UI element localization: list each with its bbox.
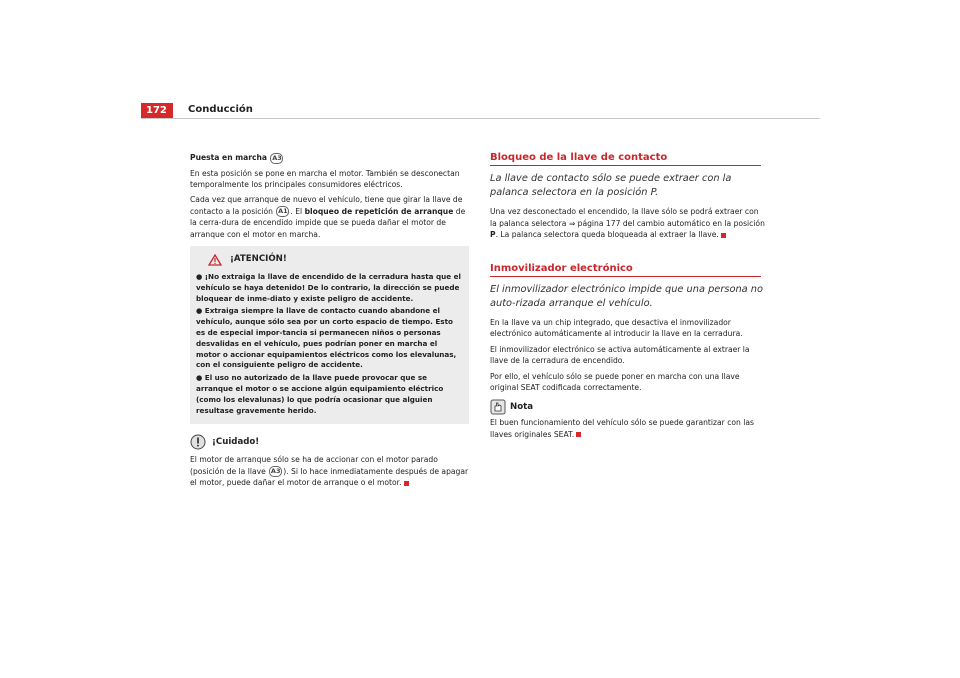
heading-immobilizer: Inmovilizador electrónico <box>490 262 633 274</box>
note-text: El buen funcionamiento del vehículo sólo se puede garantizar con las llaves originales SEAT. <box>490 418 754 439</box>
paragraph-activation: El inmovilizador electrónico se activa automáticamente al extraer la llave de la cerradura de encendido. <box>490 344 750 366</box>
page-number: 172 <box>141 103 173 119</box>
subheading-puesta-en-marcha: Puesta en marcha <box>190 153 268 162</box>
lead-immobilizer: El inmovilizador electrónico impide que una persona no auto-rizada arranque el vehículo. <box>490 284 763 310</box>
position-marker-badge: A3 <box>270 467 281 476</box>
note-heading: Nota <box>490 399 766 415</box>
heading-rule <box>490 276 761 277</box>
warning-item: ● El uso no autorizado de la llave puede provocar que se arranque el motor o se accione algún equipamiento eléctrico (como los elevalunas) lo que podría ocasionar que alguien resultase gravemente herido. <box>196 373 444 415</box>
end-marker <box>404 481 409 486</box>
end-marker <box>721 233 726 238</box>
position-marker-badge: A3 <box>272 153 282 162</box>
paragraph-restart: Cada vez que arranque de nuevo el vehículo, tiene que girar la llave de contacto a la posición A1 . El bloqueo de repetición de arranque de la cerra-dura de encendido impide que se pueda dañar el motor de arranque con el motor en marcha. <box>190 195 466 239</box>
warning-item: ● ¡No extraiga la llave de encendido de la cerradura hasta que el vehículo se haya detenido! De lo contrario, la dirección se puede bloquear de inme-diato y existe peligro de accidente. <box>196 272 462 303</box>
paragraph-key-lock: Una vez desconectado el encendido, la llave sólo se podrá extraer con la palanca selectora ⇒ página 177 del cambio automático en la posición P. La palanca selectora queda bloqueada al extraer la llave. <box>490 207 765 240</box>
paragraph-position: En esta posición se pone en marcha el motor. También se desconectan temporalmente los principales consumidores eléctricos. <box>190 168 460 189</box>
header-divider <box>141 118 820 119</box>
position-marker-badge: A1 <box>278 207 288 216</box>
heading-rule <box>490 165 761 166</box>
note-hand-icon <box>490 399 506 415</box>
warning-box <box>190 246 469 424</box>
caution-heading: ¡Cuidado! <box>190 434 470 450</box>
warning-heading: ¡ATENCIÓN! <box>208 254 463 266</box>
paragraph-original-key: Por ello, el vehículo sólo se puede poner en marcha con una llave original SEAT codificada correctamente. <box>490 371 740 393</box>
warning-item: ● Extraiga siempre la llave de contacto cuando abandone el vehículo, aunque sólo sea por un corto espacio de tiempo. Esto es de especial impor-tancia si permanecen niños o personas desvalidas en el vehículo, pues podrían poner en marcha el motor o accionar equipamientos eléctricos como los elevalunas, con el consiguiente peligro de accidente. <box>196 306 457 370</box>
section-title: Conducción <box>188 104 253 115</box>
paragraph-chip: En la llave va un chip integrado, que desactiva el inmovilizador electrónico automáticamente al introducir la llave en la cerradura. <box>490 318 743 339</box>
warning-triangle-icon <box>208 254 222 266</box>
heading-key-lock: Bloqueo de la llave de contacto <box>490 152 668 163</box>
end-marker <box>576 432 581 437</box>
caution-text: El motor de arranque sólo se ha de accionar con el motor parado (posición de la llave A3 ). Si lo hace inmediatamente después de apagar el motor, puede dañar el motor de arranque o el motor. <box>190 455 469 488</box>
left-column <box>190 152 470 493</box>
right-column <box>490 152 766 444</box>
caution-exclamation-icon <box>190 434 206 450</box>
lead-key-lock: La llave de contacto sólo se puede extraer con la palanca selectora en la posición P. <box>490 173 732 199</box>
